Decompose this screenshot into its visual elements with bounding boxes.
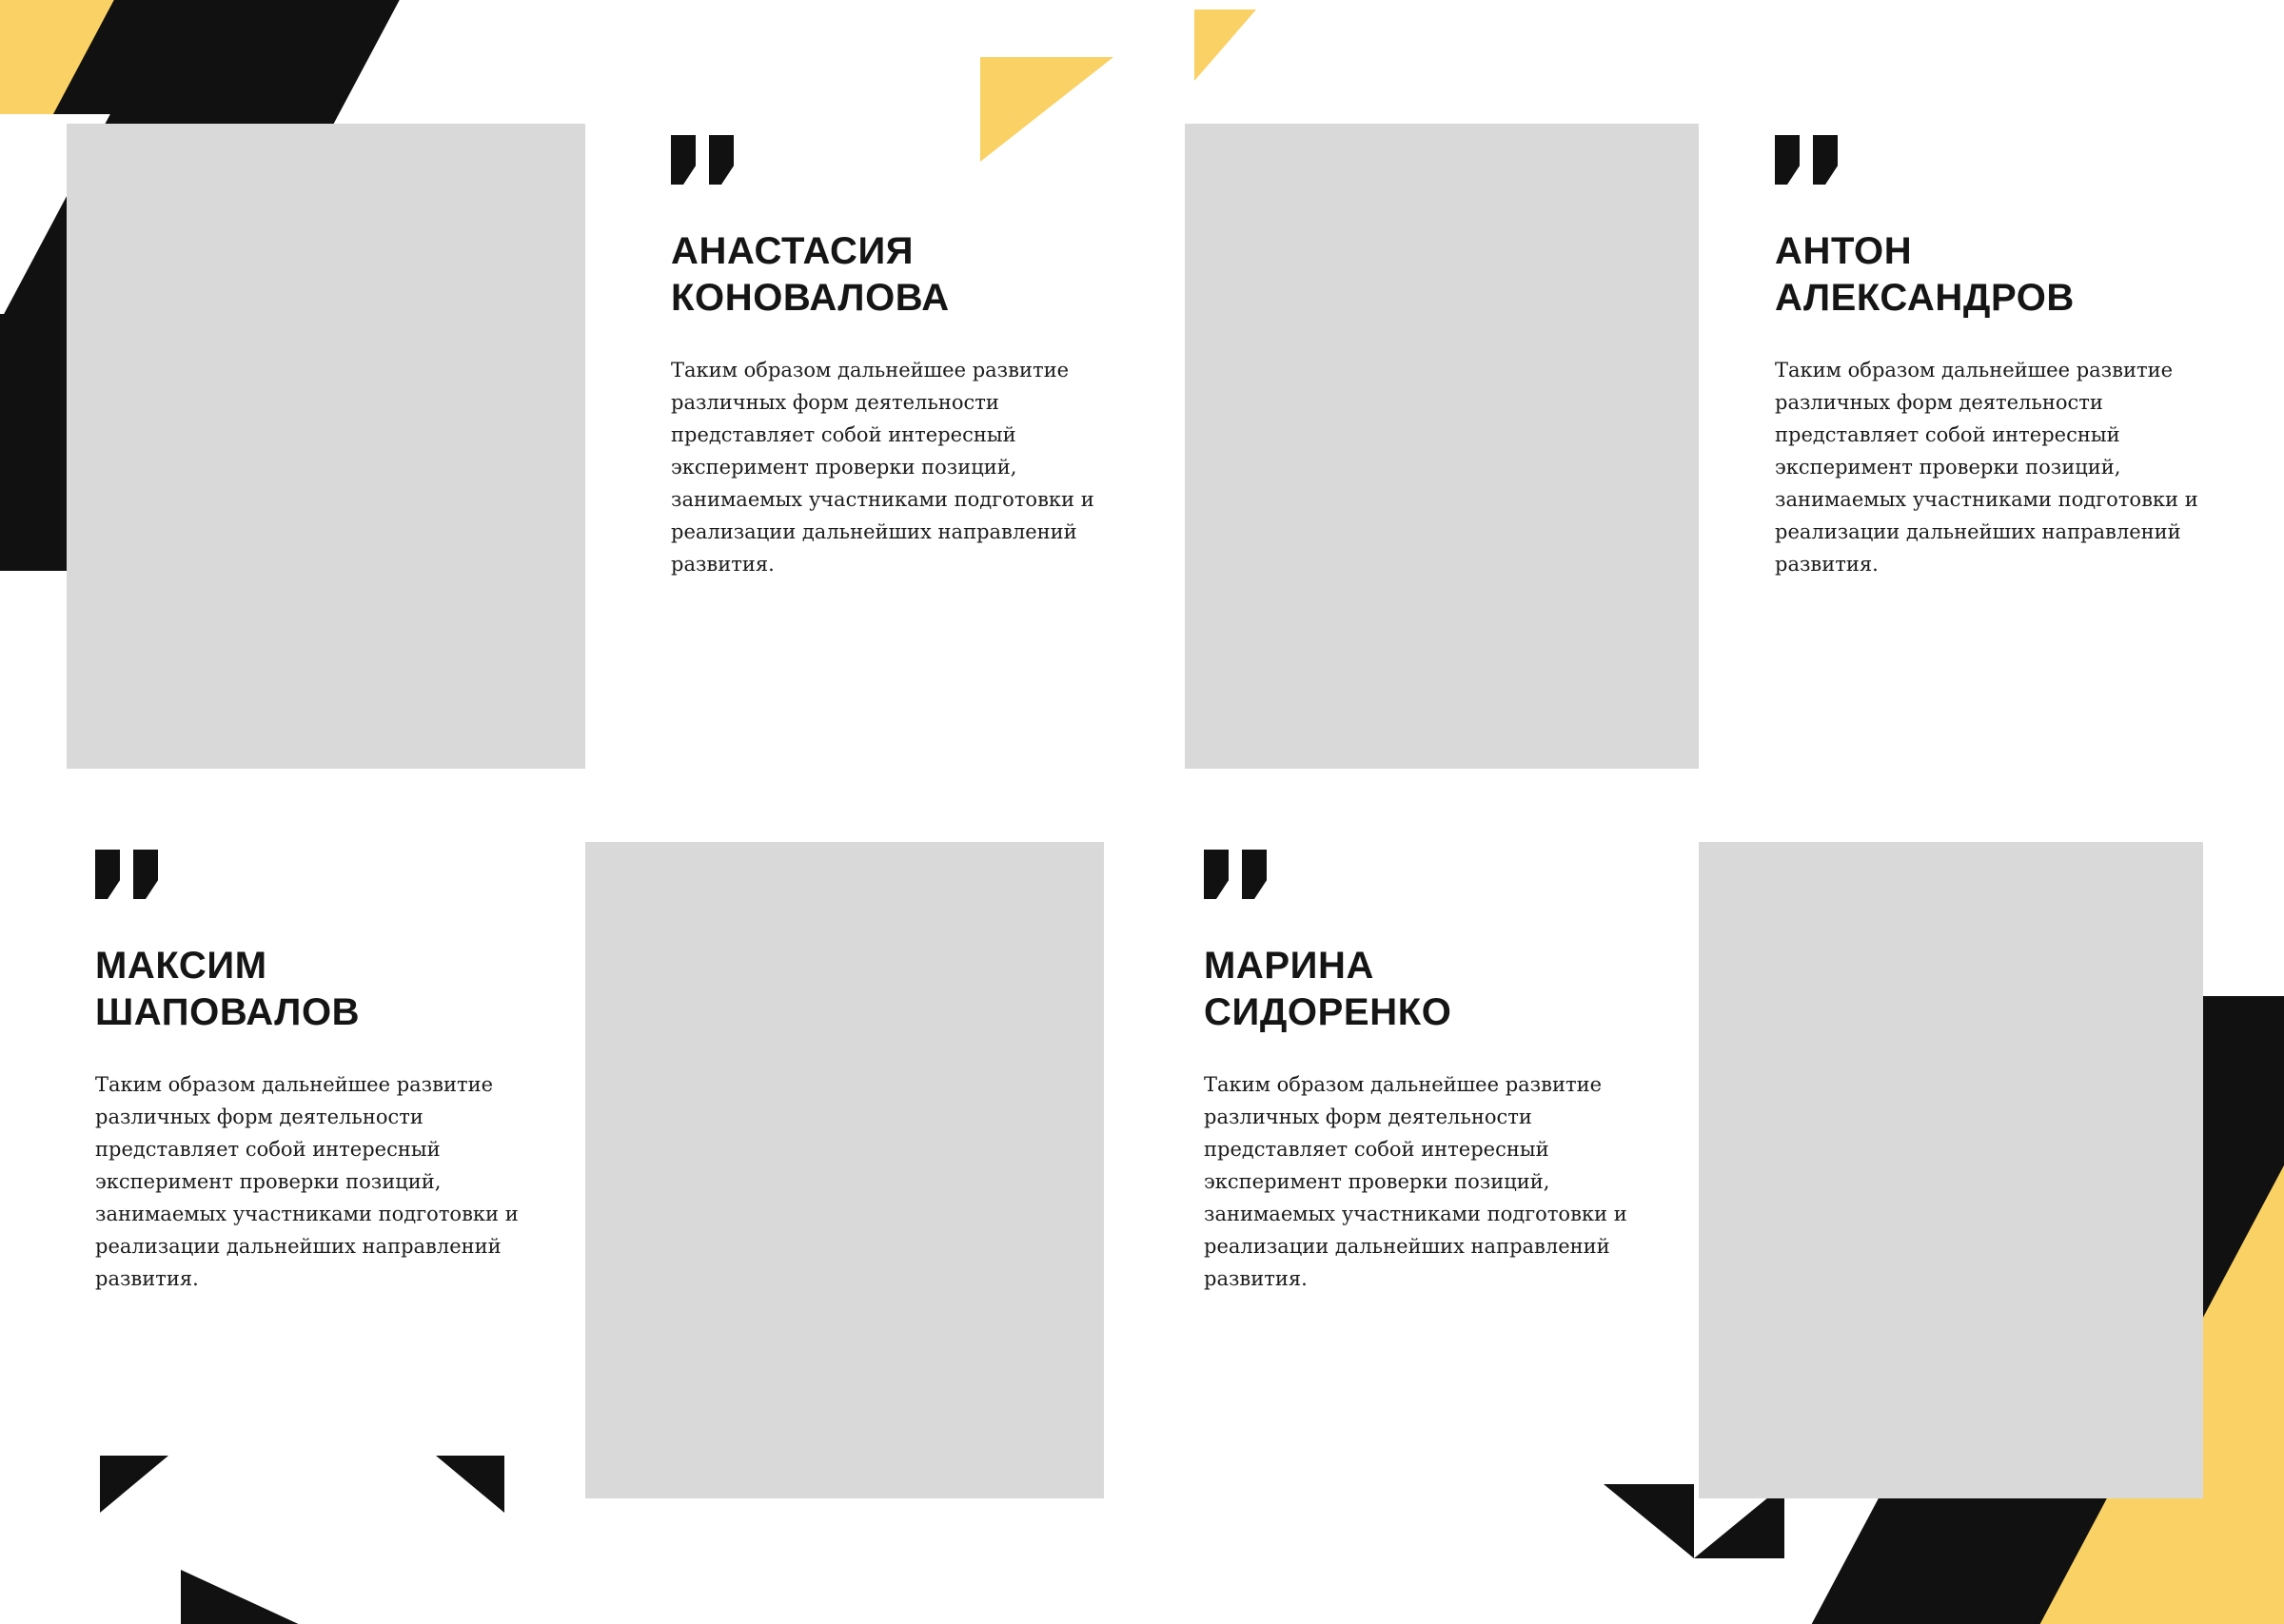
testimonial-text-column-2 [1775, 124, 2203, 769]
yellow-triangle-small-icon [1194, 10, 1256, 81]
quote-mark-icon [1204, 850, 1632, 899]
testimonial-photo-4 [1699, 842, 2203, 1498]
testimonial-card-1 [67, 124, 1099, 769]
testimonial-body-3: Таким образом дальнейшее развитие различных форм деятельности представляет собой интересный эксперимент проверки позиций, занимаемых участниками подготовки и реализации дальнейших направлений развития. [95, 1072, 519, 1290]
testimonial-name-1: АНАСТАСИЯ КОНОВАЛОВА [671, 230, 950, 319]
quote-mark-icon [1775, 135, 2203, 185]
testimonial-card-4 [1204, 842, 2203, 1498]
testimonial-card-3 [95, 842, 1104, 1498]
testimonial-body-2: Таким образом дальнейшее развитие различных форм деятельности представляет собой интересный эксперимент проверки позиций, занимаемых участниками подготовки и реализации дальнейших направлений развития. [1775, 358, 2198, 576]
testimonial-card-2 [1185, 124, 2203, 769]
quote-mark-icon [671, 135, 1099, 185]
testimonial-name-3: МАКСИМ ШАПОВАЛОВ [95, 945, 361, 1033]
testimonial-body-4: Таким образом дальнейшее развитие различных форм деятельности представляет собой интересный эксперимент проверки позиций, занимаемых участниками подготовки и реализации дальнейших направлений развития. [1204, 1072, 1627, 1290]
testimonial-photo-1 [67, 124, 585, 769]
testimonial-text-column-1 [671, 124, 1099, 769]
testimonial-text-column-4 [1204, 842, 1632, 1498]
testimonial-text-column-3 [95, 842, 533, 1498]
testimonial-body-1: Таким образом дальнейшее развитие различных форм деятельности представляет собой интересный эксперимент проверки позиций, занимаемых участниками подготовки и реализации дальнейших направлений развития. [671, 358, 1094, 576]
testimonial-name-4: МАРИНА СИДОРЕНКО [1204, 945, 1452, 1033]
black-triangle-bottom-left-3-icon [181, 1570, 305, 1624]
quote-mark-icon [95, 850, 533, 899]
testimonial-name-2: АНТОН АЛЕКСАНДРОВ [1775, 230, 2075, 319]
testimonial-photo-3 [585, 842, 1104, 1498]
testimonial-photo-2 [1185, 124, 1699, 769]
